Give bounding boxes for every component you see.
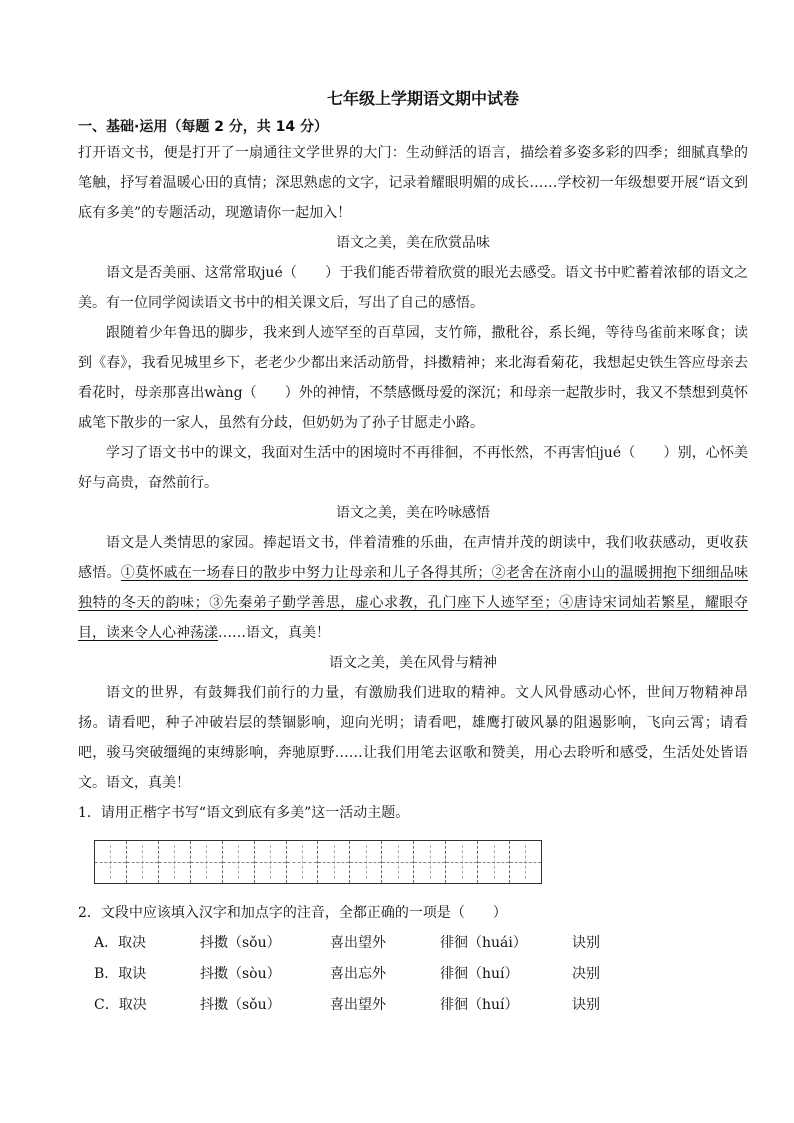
subtitle-2: 语文之美，美在吟咏感悟 xyxy=(336,505,490,521)
option-cell: 徘徊（huái） xyxy=(440,935,527,951)
subtitle-1: 语文之美，美在欣赏品味 xyxy=(336,235,490,251)
option-cell: 抖擞（sǒu） xyxy=(200,935,281,951)
grid-cell[interactable] xyxy=(95,841,127,883)
section-heading: 一、基础·运用（每题 2 分，共 14 分） xyxy=(78,119,329,135)
option-cell: 徘徊（huí） xyxy=(440,966,519,982)
paragraph-4 xyxy=(78,528,748,648)
option-cell: 喜出望外 xyxy=(330,935,386,951)
page-title: 七年级上学期语文期中试卷 xyxy=(326,89,519,108)
grid-cell[interactable] xyxy=(159,841,191,883)
grid-cell[interactable] xyxy=(382,841,414,883)
paragraph-4-end: ……语文，真美！ xyxy=(218,625,330,641)
grid-cell[interactable] xyxy=(446,841,478,883)
writing-grid[interactable] xyxy=(94,840,542,884)
grid-cell[interactable] xyxy=(223,841,255,883)
answer-options xyxy=(78,928,748,1021)
grid-cell[interactable] xyxy=(255,841,287,883)
option-row[interactable] xyxy=(78,959,748,990)
question-1: 1．请用正楷字书写“语文到底有多美”这一活动主题。 xyxy=(78,805,410,821)
option-cell: A．取决 xyxy=(94,935,147,951)
option-row[interactable] xyxy=(78,990,748,1021)
option-cell: 徘徊（huí） xyxy=(440,997,519,1013)
intro-paragraph: 打开语文书，便是打开了一扇通往文学世界的大门：生动鲜活的语言，描绘着多姿多彩的四季；细腻真挚的笔触，抒写着温暖心田的真情；深思熟虑的文字，记录着耀眼明媚的成长……学校初一年级想要开展“语文到底有多美”的专题活动，现邀请你一起加入！ xyxy=(78,145,748,221)
option-cell: 喜出忘外 xyxy=(330,966,386,982)
option-row[interactable] xyxy=(78,928,748,959)
grid-cell[interactable] xyxy=(414,841,446,883)
option-cell: 喜出望外 xyxy=(330,997,386,1013)
paragraph-5: 语文的世界，有鼓舞我们前行的力量，有激励我们进取的精神。文人风骨感动心怀，世间万物精神昂扬。请看吧，种子冲破岩层的禁锢影响，迎向光明；请看吧，雄鹰打破风暴的阻遏影响，飞向云霄；请看吧，骏马突破缰绳的束缚影响，奔驰原野……让我们用笔去讴歌和赞美，用心去聆听和感受，生活处处皆语文。语文，真美！ xyxy=(78,685,748,791)
grid-cell[interactable] xyxy=(350,841,382,883)
paragraph-4-start: 语文是人类情思的家园。捧起语文书，伴着清雅的乐曲，在声情并茂的朗读中，我们收获感动，更收获感悟。 xyxy=(78,535,748,581)
option-cell: B．取诀 xyxy=(94,966,147,982)
paragraph-1: 语文是否美丽、这常常取jué（ ）于我们能否带着欣赏的眼光去感受。语文书中贮蓄着浓郁的语文之美。有一位同学阅读语文书中的相关课文后，写出了自己的感悟。 xyxy=(78,265,748,311)
grid-cell[interactable] xyxy=(318,841,350,883)
question-2: 2．文段中应该填入汉字和加点字的注音，全都正确的一项是（ ） xyxy=(78,905,507,921)
grid-cell[interactable] xyxy=(127,841,159,883)
underlined-sentences: ①莫怀戚在一场春日的散步中努力让母亲和儿子各得其所；②老舍在济南小山的温暖拥抱下细细品味独特的冬天的韵味；③先秦弟子勤学善思，虚心求教，孔门座下人迹罕至；④唐诗宋词灿若繁星，耀眼夺目，读来令人心神荡漾 xyxy=(78,565,749,641)
option-cell: 抖擞（sǒu） xyxy=(200,997,281,1013)
option-cell: 诀别 xyxy=(572,935,600,951)
option-cell: 诀别 xyxy=(572,997,600,1013)
option-cell: C．取决 xyxy=(94,997,147,1013)
grid-cell[interactable] xyxy=(287,841,319,883)
grid-cell[interactable] xyxy=(510,841,541,883)
subtitle-3: 语文之美，美在风骨与精神 xyxy=(329,655,497,671)
grid-cell[interactable] xyxy=(478,841,510,883)
grid-cell[interactable] xyxy=(191,841,223,883)
paragraph-2: 跟随着少年鲁迅的脚步，我来到人迹罕至的百草园，支竹筛，撒秕谷，系长绳，等待鸟雀前来啄食；读到《春》，我看见城里乡下，老老少少都出来活动筋骨，抖擞精神；来北海看菊花，我想起史铁生答应母亲去看花时，母亲那喜出wàng（ ）外的神情，不禁感慨母爱的深沉；和母亲一起散步时，我又不禁想到莫怀戚笔下散步的一家人，虽然有分歧，但奶奶为了孙子甘愿走小路。 xyxy=(78,325,748,431)
paragraph-3: 学习了语文书中的课文，我面对生活中的困境时不再徘徊，不再怅然，不再害怕jué（ ）别，心怀美好与高贵，奋然前行。 xyxy=(78,445,748,491)
exam-page xyxy=(78,86,748,1021)
option-cell: 抖擞（sòu） xyxy=(200,966,281,982)
option-cell: 决别 xyxy=(572,966,600,982)
